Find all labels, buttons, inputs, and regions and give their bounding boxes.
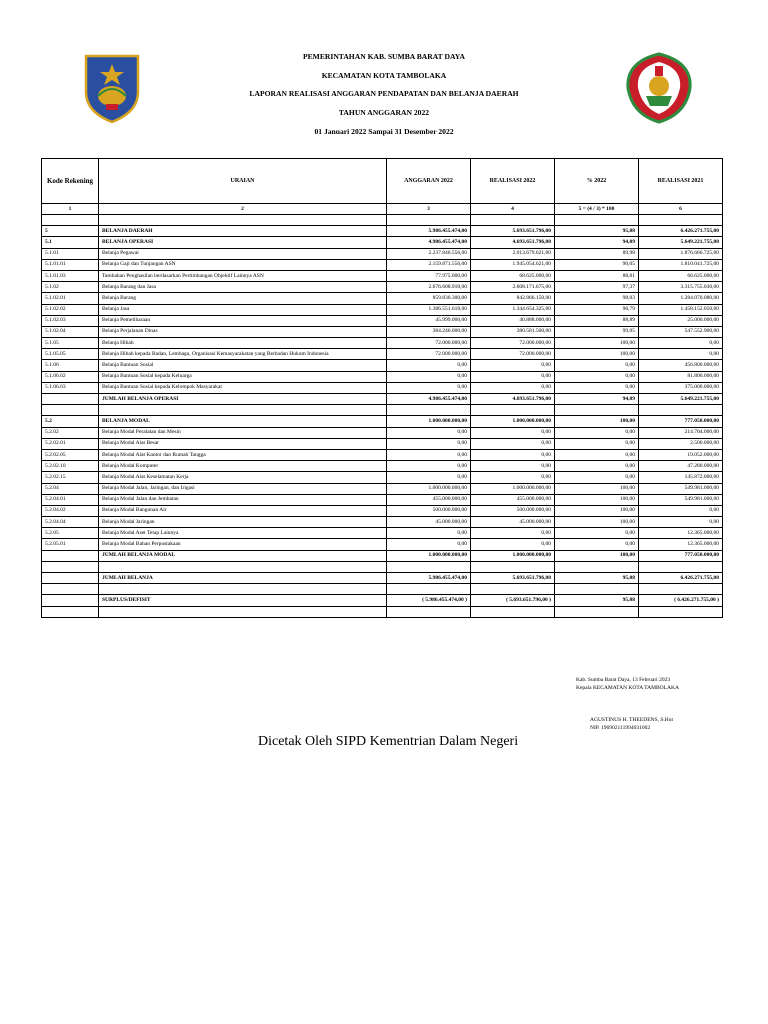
col-number: 6	[639, 204, 723, 215]
table-row	[42, 606, 723, 617]
col-number: 1	[42, 204, 99, 215]
cell-uraian: Belanja Hibah kepada Badan, Lembaga, Organisasi Kemasyarakatan yang Berbadan Hukum Indonesia	[99, 349, 387, 360]
cell-persen: 95,08	[555, 595, 639, 606]
cell-realisasi-2021: 5.649.221.755,00	[639, 237, 723, 248]
cell-persen: 100,00	[555, 517, 639, 528]
cell-kode: 5.1.01.03	[42, 270, 99, 281]
cell-realisasi-2021: 66.625.000,00	[639, 270, 723, 281]
table-row	[42, 304, 723, 315]
cell-persen: 0,00	[555, 427, 639, 438]
cell-uraian: Belanja Barang dan Jasa	[99, 282, 387, 293]
cell-persen: 0,00	[555, 438, 639, 449]
col-header-uraian: URAIAN	[99, 159, 387, 204]
cell-realisasi-2021: 777.050.000,00	[639, 416, 723, 427]
cell-realisasi: 4.693.651.796,00	[471, 394, 555, 405]
cell-anggaran	[387, 584, 471, 595]
cell-realisasi: 842.866.150,00	[471, 293, 555, 304]
table-row	[42, 338, 723, 349]
signature-block	[576, 676, 679, 692]
cell-uraian: Belanja Modal Alat Keselamatan Kerja	[99, 472, 387, 483]
cell-anggaran: 0,00	[387, 360, 471, 371]
cell-kode: 5.2.05	[42, 528, 99, 539]
cell-realisasi-2021: 81.800.000,00	[639, 371, 723, 382]
cell-kode: 5.2.02.01	[42, 438, 99, 449]
cell-persen	[555, 584, 639, 595]
cell-anggaran: 5.986.455.474,00	[387, 573, 471, 584]
cell-uraian	[99, 405, 387, 416]
cell-anggaran: 0,00	[387, 382, 471, 393]
cell-kode	[42, 573, 99, 584]
cell-anggaran: 2.159.871.556,00	[387, 259, 471, 270]
cell-anggaran: 0,00	[387, 427, 471, 438]
table-row	[42, 517, 723, 528]
cell-realisasi-2021: 456.800.000,00	[639, 360, 723, 371]
cell-realisasi: 0,00	[471, 539, 555, 550]
cell-uraian: Belanja Modal Aset Tetap Lainnya	[99, 528, 387, 539]
cell-kode: 5.2.05.01	[42, 539, 99, 550]
cell-uraian: SURPLUS/DEFISIT	[99, 595, 387, 606]
cell-kode: 5.1.01.01	[42, 259, 99, 270]
col-header-anggaran: ANGGARAN 2022	[387, 159, 471, 204]
cell-realisasi: 1.344.654.325,00	[471, 304, 555, 315]
cell-uraian: BELANJA MODAL	[99, 416, 387, 427]
cell-uraian: Belanja Pemeliharaan	[99, 315, 387, 326]
cell-anggaran: 455.000.000,00	[387, 494, 471, 505]
cell-realisasi-2021: 6.426.271.755,00	[639, 226, 723, 237]
cell-kode: 5.2.04.04	[42, 517, 99, 528]
cell-realisasi: 0,00	[471, 371, 555, 382]
col-header-kode: Kode Rekening	[42, 159, 99, 204]
cell-kode: 5.1.01	[42, 248, 99, 259]
cell-kode: 5.2.04	[42, 483, 99, 494]
signature-name-block	[590, 716, 673, 732]
cell-realisasi: 2.608.171.675,00	[471, 282, 555, 293]
cell-persen: 0,00	[555, 472, 639, 483]
cell-kode	[42, 584, 99, 595]
cell-realisasi-2021: 5.649.221.755,00	[639, 394, 723, 405]
cell-kode: 5.1.05.05	[42, 349, 99, 360]
cell-kode: 5.2.04.02	[42, 505, 99, 516]
cell-realisasi: 380.581.500,00	[471, 326, 555, 337]
cell-kode: 5.1	[42, 237, 99, 248]
table-header-row	[42, 159, 723, 204]
cell-persen: 95,08	[555, 573, 639, 584]
cell-realisasi-2021: 214.704.000,00	[639, 427, 723, 438]
table-row	[42, 215, 723, 226]
cell-realisasi-2021: 1.810.041.725,00	[639, 259, 723, 270]
cell-anggaran: 0,00	[387, 438, 471, 449]
district-name: KECAMATAN KOTA TAMBOLAKA	[321, 70, 447, 80]
cell-persen	[555, 405, 639, 416]
cell-anggaran: 0,00	[387, 472, 471, 483]
cell-realisasi-2021: 0,00	[639, 517, 723, 528]
report-title: LAPORAN REALISASI ANGGARAN PENDAPATAN DAN BELANJA DAERAH	[249, 89, 519, 99]
cell-uraian: Belanja Bantuan Sosial	[99, 360, 387, 371]
cell-persen: 0,00	[555, 528, 639, 539]
cell-realisasi-2021: 375.000.000,00	[639, 382, 723, 393]
cell-uraian: Belanja Perjalanan Dinas	[99, 326, 387, 337]
cell-persen: 100,00	[555, 494, 639, 505]
cell-kode: 5.1.02.01	[42, 293, 99, 304]
cell-uraian: Belanja Modal Alat Kantor dan Rumah Tangga	[99, 449, 387, 460]
col-number: 4	[471, 204, 555, 215]
cell-anggaran	[387, 405, 471, 416]
cell-anggaran: 5.986.455.474,00	[387, 226, 471, 237]
cell-persen: 0,00	[555, 382, 639, 393]
cell-anggaran: 1.000.000.000,00	[387, 416, 471, 427]
cell-persen: 100,00	[555, 550, 639, 561]
report-header	[160, 52, 608, 145]
cell-persen: 96,79	[555, 304, 639, 315]
cell-realisasi-2021: 0,00	[639, 505, 723, 516]
cell-realisasi-2021: 549.981.000,00	[639, 494, 723, 505]
cell-uraian: BELANJA OPERASI	[99, 237, 387, 248]
cell-persen: 100,00	[555, 349, 639, 360]
col-number: 2	[99, 204, 387, 215]
cell-kode: 5.1.02.02	[42, 304, 99, 315]
cell-uraian: Belanja Hibah	[99, 338, 387, 349]
cell-realisasi: 0,00	[471, 528, 555, 539]
cell-anggaran: 1.000.000.000,00	[387, 483, 471, 494]
cell-realisasi-2021: 777.050.000,00	[639, 550, 723, 561]
cell-anggaran: 77.975.000,00	[387, 270, 471, 281]
cell-realisasi: 72.000.000,00	[471, 349, 555, 360]
cell-realisasi: 1.000.000.000,00	[471, 416, 555, 427]
cell-anggaran: 0,00	[387, 371, 471, 382]
cell-anggaran: 45.000.000,00	[387, 517, 471, 528]
cell-persen: 89,98	[555, 248, 639, 259]
government-name: PEMERINTAHAN KAB. SUMBA BARAT DAYA	[302, 52, 466, 61]
table-row	[42, 293, 723, 304]
cell-uraian: Belanja Barang	[99, 293, 387, 304]
cell-realisasi: ( 5.693.651.796,00 )	[471, 595, 555, 606]
cell-anggaran	[387, 561, 471, 572]
table-row	[42, 494, 723, 505]
cell-realisasi	[471, 584, 555, 595]
cell-realisasi: 455.000.000,00	[471, 494, 555, 505]
cell-uraian: Belanja Modal Bahan Perpustakaan	[99, 539, 387, 550]
cell-uraian: Belanja Modal Jalan dan Jembatan	[99, 494, 387, 505]
table-row	[42, 483, 723, 494]
cell-realisasi: 0,00	[471, 449, 555, 460]
cell-realisasi: 72.000.000,00	[471, 338, 555, 349]
cell-persen: 90,05	[555, 259, 639, 270]
cell-realisasi-2021: 6.426.271.755,00	[639, 573, 723, 584]
table-row	[42, 226, 723, 237]
cell-realisasi-2021: 145.872.000,00	[639, 472, 723, 483]
table-row	[42, 270, 723, 281]
col-number: 3	[387, 204, 471, 215]
cell-realisasi-2021: 0,00	[639, 338, 723, 349]
cell-anggaran: 2.237.846.556,00	[387, 248, 471, 259]
cell-anggaran: 859.830.300,00	[387, 293, 471, 304]
cell-uraian	[99, 606, 387, 617]
cell-realisasi-2021	[639, 584, 723, 595]
cell-persen: 0,00	[555, 449, 639, 460]
cell-realisasi: 0,00	[471, 427, 555, 438]
budget-realization-table	[41, 158, 723, 618]
table-row	[42, 349, 723, 360]
cell-uraian	[99, 584, 387, 595]
table-row	[42, 259, 723, 270]
cell-uraian: Belanja Gaji dan Tunjangan ASN	[99, 259, 387, 270]
cell-realisasi-2021: 0,00	[639, 349, 723, 360]
cell-persen: 0,00	[555, 539, 639, 550]
cell-realisasi: 1.000.000.000,00	[471, 550, 555, 561]
cell-realisasi-2021: 47.280.000,00	[639, 461, 723, 472]
cell-kode: 5.1.06.03	[42, 382, 99, 393]
cell-realisasi: 4.693.651.796,00	[471, 237, 555, 248]
cell-uraian: Belanja Modal Komputer	[99, 461, 387, 472]
signature-place-date: Kab. Sumba Barat Daya, 13 Februari 2023	[576, 677, 671, 683]
cell-persen: 98,03	[555, 293, 639, 304]
cell-uraian: JUMLAH BELANJA OPERASI	[99, 394, 387, 405]
col-header-realisasi-2021: REALISASI 2021	[639, 159, 723, 204]
cell-realisasi-2021: 19.052.000,00	[639, 449, 723, 460]
cell-anggaran: 72.000.000,00	[387, 338, 471, 349]
table-row	[42, 438, 723, 449]
cell-persen: 100,00	[555, 505, 639, 516]
cell-uraian: Belanja Bantuan Sosial kepada Keluarga	[99, 371, 387, 382]
cell-anggaran: 0,00	[387, 461, 471, 472]
table-row	[42, 248, 723, 259]
table-row	[42, 528, 723, 539]
signature-position: Kepala KECAMATAN KOTA TAMBOLAKA	[576, 685, 679, 691]
cell-realisasi: 68.625.000,00	[471, 270, 555, 281]
cell-kode: 5.2.02.05	[42, 449, 99, 460]
cell-uraian: Belanja Jasa	[99, 304, 387, 315]
cell-realisasi-2021: 12.365.000,00	[639, 539, 723, 550]
cell-anggaran: 72.000.000,00	[387, 349, 471, 360]
cell-realisasi: 0,00	[471, 472, 555, 483]
table-row	[42, 595, 723, 606]
table-row	[42, 550, 723, 561]
table-row	[42, 315, 723, 326]
cell-kode: 5.1.05	[42, 338, 99, 349]
cell-uraian: Belanja Bantuan Sosial kepada Kelompok Masyarakat	[99, 382, 387, 393]
table-row	[42, 461, 723, 472]
printed-by-footer: Dicetak Oleh SIPD Kementrian Dalam Negeri	[258, 734, 519, 749]
cell-uraian: Belanja Modal Peralatan dan Mesin	[99, 427, 387, 438]
cell-kode	[42, 394, 99, 405]
cell-kode: 5.1.06	[42, 360, 99, 371]
cell-anggaran: 1.000.000.000,00	[387, 550, 471, 561]
cell-anggaran: 1.386.551.618,00	[387, 304, 471, 315]
cell-realisasi-2021: 549.981.000,00	[639, 483, 723, 494]
cell-realisasi: 5.693.651.796,00	[471, 226, 555, 237]
table-row	[42, 237, 723, 248]
cell-uraian	[99, 561, 387, 572]
cell-kode	[42, 550, 99, 561]
cell-persen: 100,00	[555, 483, 639, 494]
cell-persen: 0,00	[555, 371, 639, 382]
cell-realisasi-2021: ( 6.426.271.755,00 )	[639, 595, 723, 606]
cell-anggaran: 384.246.000,00	[387, 326, 471, 337]
cell-kode: 5.2.02.10	[42, 461, 99, 472]
table-row	[42, 505, 723, 516]
table-row	[42, 573, 723, 584]
cell-realisasi	[471, 561, 555, 572]
cell-realisasi: 40.888.000,00	[471, 315, 555, 326]
cell-realisasi: 2.013.679.621,00	[471, 248, 555, 259]
cell-realisasi-2021: 12.365.000,00	[639, 528, 723, 539]
cell-realisasi-2021: 1.876.666.725,00	[639, 248, 723, 259]
cell-persen: 0,00	[555, 461, 639, 472]
cell-persen	[555, 606, 639, 617]
cell-realisasi-2021: 2.500.000,00	[639, 438, 723, 449]
cell-realisasi: 1.945.054.621,00	[471, 259, 555, 270]
cell-realisasi-2021: 1.284.070.080,00	[639, 293, 723, 304]
cell-realisasi: 0,00	[471, 360, 555, 371]
cell-anggaran: 4.986.455.474,00	[387, 394, 471, 405]
table-row	[42, 326, 723, 337]
cell-kode: 5	[42, 226, 99, 237]
cell-realisasi	[471, 405, 555, 416]
cell-realisasi	[471, 215, 555, 226]
cell-anggaran: 45.999.000,00	[387, 315, 471, 326]
cell-uraian: JUMLAH BELANJA	[99, 573, 387, 584]
cell-anggaran: 2.676.608.918,00	[387, 282, 471, 293]
cell-anggaran	[387, 215, 471, 226]
cell-persen: 95,08	[555, 226, 639, 237]
cell-kode: 5.2.02	[42, 427, 99, 438]
cell-realisasi-2021: 25.000.000,00	[639, 315, 723, 326]
cell-realisasi: 0,00	[471, 438, 555, 449]
cell-uraian	[99, 215, 387, 226]
cell-persen: 94,09	[555, 394, 639, 405]
cell-anggaran: 0,00	[387, 449, 471, 460]
cell-anggaran: ( 5.986.455.474,00 )	[387, 595, 471, 606]
table-row	[42, 539, 723, 550]
cell-anggaran	[387, 606, 471, 617]
cell-realisasi-2021	[639, 606, 723, 617]
col-header-realisasi: REALISASI 2022	[471, 159, 555, 204]
cell-persen: 100,00	[555, 338, 639, 349]
cell-uraian: Belanja Modal Alat Besar	[99, 438, 387, 449]
cell-realisasi-2021	[639, 561, 723, 572]
fiscal-year: TAHUN ANGGARAN 2022	[338, 108, 430, 118]
cell-persen: 88,01	[555, 270, 639, 281]
cell-persen: 88,89	[555, 315, 639, 326]
table-row	[42, 584, 723, 595]
cell-kode: 5.1.02.04	[42, 326, 99, 337]
table-row	[42, 472, 723, 483]
cell-persen: 0,00	[555, 360, 639, 371]
report-period: 01 Januari 2022 Sampai 31 Desember 2022	[314, 126, 454, 136]
cell-uraian: Belanja Modal Jaringan	[99, 517, 387, 528]
cell-kode: 5.1.02.03	[42, 315, 99, 326]
cell-kode: 5.2	[42, 416, 99, 427]
table-row	[42, 371, 723, 382]
cell-kode: 5.2.02.15	[42, 472, 99, 483]
signature-name: AGUSTINUS H. THEEDENS, S.Hut	[590, 717, 674, 723]
cell-kode: 5.1.02	[42, 282, 99, 293]
table-row	[42, 382, 723, 393]
cell-uraian: JUMLAH BELANJA MODAL	[99, 550, 387, 561]
table-row	[42, 416, 723, 427]
table-row	[42, 360, 723, 371]
cell-uraian: Belanja Pegawai	[99, 248, 387, 259]
sumba-barat-daya-emblem	[624, 52, 694, 124]
cell-realisasi: 500.000.000,00	[471, 505, 555, 516]
cell-uraian: Tambahan Penghasilan berdasarkan Pertimbangan Objektif Lainnya ASN	[99, 270, 387, 281]
table-row	[42, 405, 723, 416]
col-number: 5 = (4 / 3) * 100	[555, 204, 639, 215]
cell-persen: 99,05	[555, 326, 639, 337]
cell-realisasi: 0,00	[471, 382, 555, 393]
cell-realisasi-2021: 3.315.755.030,00	[639, 282, 723, 293]
cell-anggaran: 500.000.000,00	[387, 505, 471, 516]
cell-realisasi	[471, 606, 555, 617]
signature-nip: NIP. 196902111994031002	[590, 725, 651, 731]
cell-kode	[42, 606, 99, 617]
cell-uraian: Belanja Modal Jalan, Jaringan, dan Irigasi	[99, 483, 387, 494]
kemendagri-emblem	[80, 52, 144, 124]
cell-kode: 5.1.06.02	[42, 371, 99, 382]
table-row	[42, 394, 723, 405]
cell-kode	[42, 561, 99, 572]
cell-kode	[42, 595, 99, 606]
table-row	[42, 282, 723, 293]
cell-persen	[555, 215, 639, 226]
table-row	[42, 449, 723, 460]
cell-persen	[555, 561, 639, 572]
cell-anggaran: 4.986.455.474,00	[387, 237, 471, 248]
col-header-persen: % 2022	[555, 159, 639, 204]
table-row	[42, 427, 723, 438]
cell-kode	[42, 215, 99, 226]
cell-kode	[42, 405, 99, 416]
cell-realisasi-2021: 547.552.900,00	[639, 326, 723, 337]
cell-persen: 94,09	[555, 237, 639, 248]
cell-realisasi: 0,00	[471, 461, 555, 472]
cell-uraian: Belanja Modal Bangunan Air	[99, 505, 387, 516]
column-number-row	[42, 204, 723, 215]
cell-anggaran: 0,00	[387, 528, 471, 539]
cell-kode: 5.2.04.01	[42, 494, 99, 505]
cell-persen: 97,37	[555, 282, 639, 293]
cell-realisasi: 45.000.000,00	[471, 517, 555, 528]
cell-realisasi-2021: 1.458.152.050,00	[639, 304, 723, 315]
table-row	[42, 561, 723, 572]
cell-realisasi-2021	[639, 215, 723, 226]
cell-anggaran: 0,00	[387, 539, 471, 550]
cell-uraian: BELANJA DAERAH	[99, 226, 387, 237]
cell-realisasi: 1.000.000.000,00	[471, 483, 555, 494]
cell-persen: 100,00	[555, 416, 639, 427]
cell-realisasi: 5.693.651.796,00	[471, 573, 555, 584]
cell-realisasi-2021	[639, 405, 723, 416]
